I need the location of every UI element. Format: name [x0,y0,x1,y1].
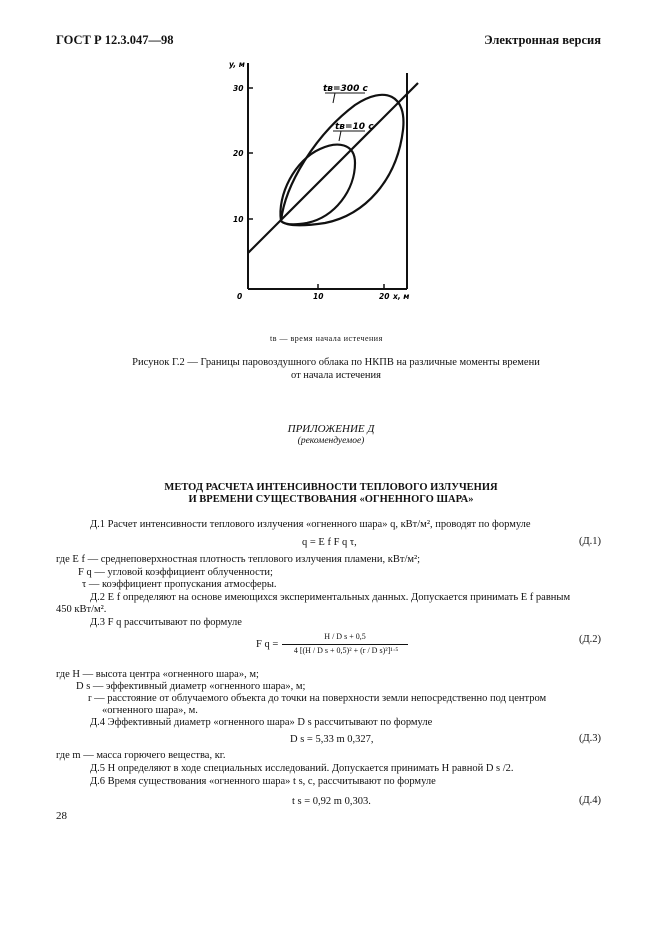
equation-d1: q = E f F q τ, [302,537,357,548]
legend-300s-leader [333,93,335,103]
equation-d2-number: (Д.2) [578,634,601,645]
document-code: ГОСТ Р 12.3.047—98 [56,33,174,47]
equation-d3: D s = 5,33 m 0,327, [290,734,374,745]
figure-note: tв — время начала истечения [270,334,383,343]
appendix-heading-line2: И ВРЕМЕНИ СУЩЕСТВОВАНИЯ «ОГНЕННОГО ШАРА» [188,494,474,505]
figure-caption-line2: от начала истечения [290,370,382,381]
where2-c2: «огненного шара», м. [102,705,198,716]
where2-b: D s — эффективный диаметр «огненного шара», м; [76,681,306,692]
legend-300s: tв=300 c [323,84,368,94]
equation-d3-number: (Д.3) [578,733,601,744]
x-tick-label-0: 0 [237,292,243,301]
where1-b: F q — угловой коэффициент облученности; [78,567,273,578]
equation-d2-numerator: H / D s + 0,5 [324,632,366,641]
paragraph-d6: Д.6 Время существования «огненного шара» t s, с, рассчитывают по формуле [90,776,436,787]
x-axis-label: x, м [393,292,410,301]
equation-d2-fraction-bar [282,644,408,645]
equation-d4-number: (Д.4) [578,795,601,806]
paragraph-d2-a: Д.2 E f определяют на основе имеющихся экспериментальных данных. Допускается принимать E f равным [90,592,571,603]
paragraph-d4: Д.4 Эффективный диаметр «огненного шара» D s рассчитывают по формуле [90,717,433,728]
where3: где m — масса горючего вещества, кг. [56,750,226,761]
x-tick-label-10: 10 [313,292,324,301]
y-tick-label-10: 10 [233,215,244,224]
where2-c1: r — расстояние от облучаемого объекта до точки на поверхности земли непосредственно под центром [88,693,547,704]
where1-c: τ — коэффициент пропускания атмосферы. [82,579,277,590]
cloud-boundary-chart [225,55,430,305]
paragraph-d2-b: 450 кВт/м². [56,604,107,615]
legend-10s: tв=10 c [335,122,374,132]
equation-d2-label: F q = [256,639,279,650]
electronic-version-label: Электронная версия [484,33,601,47]
appendix-heading-line1: МЕТОД РАСЧЕТА ИНТЕНСИВНОСТИ ТЕПЛОВОГО ИЗЛУЧЕНИЯ [164,482,498,493]
x-tick-label-20: 20 [379,292,390,301]
where1-a: где E f — среднеповерхностная плотность теплового излучения пламени, кВт/м²; [56,554,421,565]
appendix-subtitle: (рекомендуемое) [297,436,365,446]
y-tick-label-20: 20 [233,149,244,158]
where2-a: где H — высота центра «огненного шара», м; [56,669,259,680]
legend-10s-leader [339,131,341,141]
equation-d2-denominator: 4 [(H / D s + 0,5)² + (r / D s)²]¹·⁵ [293,646,399,655]
paragraph-d3: Д.3 F q рассчитывают по формуле [90,617,242,628]
page-number: 28 [56,810,67,822]
y-tick-label-30: 30 [233,84,244,93]
equation-d1-number: (Д.1) [578,536,601,547]
appendix-title: ПРИЛОЖЕНИЕ Д [287,423,375,435]
paragraph-d1: Д.1 Расчет интенсивности теплового излучения «огненного шара» q, кВт/м², проводят по формуле [90,519,531,530]
y-axis-label: y, м [229,60,245,69]
paragraph-d5: Д.5 H определяют в ходе специальных исследований. Допускается принимать H равной D s /2. [90,763,514,774]
equation-d4: t s = 0,92 m 0,303. [292,796,371,807]
figure-caption-line1: Рисунок Г.2 — Границы паровоздушного облака по НКПВ на различные моменты времени [132,357,540,368]
